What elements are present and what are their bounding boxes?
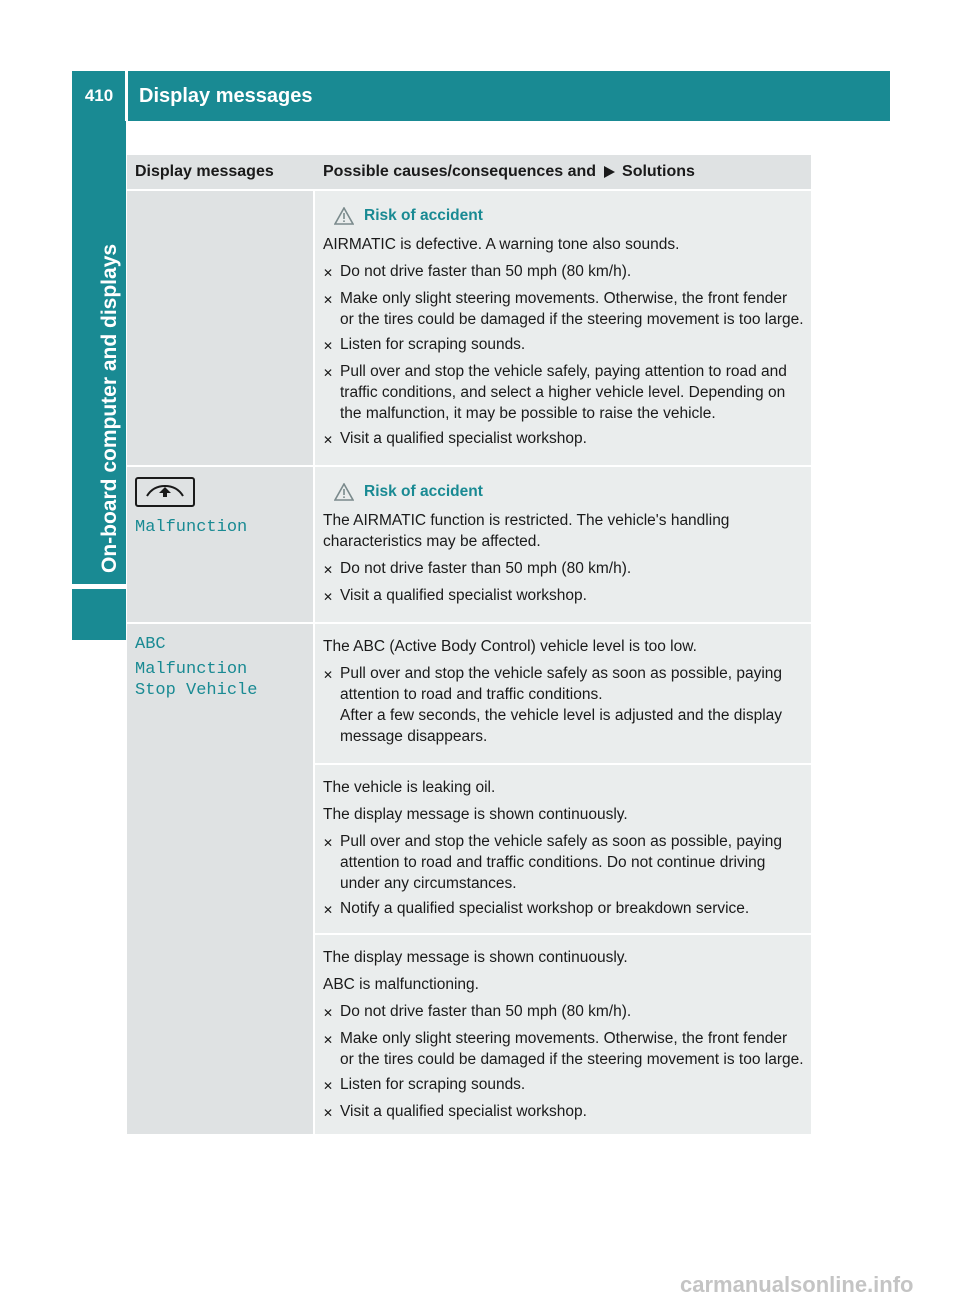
list-item bbox=[323, 585, 805, 608]
x-bullet-icon: ✕ bbox=[323, 293, 334, 307]
list-item-text: Pull over and stop the vehicle safely, paying attention to road and traffic conditions, and select a higher vehicle level. Depending on the malfunction, it may be possible to raise the vehicle. bbox=[340, 363, 787, 422]
cause-text: The AIRMATIC function is restricted. The vehicle's handling characteristics may be affected. bbox=[323, 512, 730, 550]
list-item bbox=[323, 1074, 805, 1097]
list-item bbox=[323, 1101, 805, 1124]
display-message-malfunction: Malfunction Stop Vehicle bbox=[135, 660, 258, 700]
list-item-text: Do not drive faster than 50 mph (80 km/h). bbox=[340, 263, 632, 280]
header-causes-solutions bbox=[315, 155, 695, 189]
table-row bbox=[127, 467, 811, 624]
list-item-text: Do not drive faster than 50 mph (80 km/h). bbox=[340, 560, 632, 577]
warning-label: Risk of accident bbox=[364, 207, 483, 224]
table-row bbox=[127, 191, 811, 467]
list-item-text: Visit a qualified specialist workshop. bbox=[340, 1103, 587, 1120]
watermark: carmanualsonline.info bbox=[680, 1272, 914, 1297]
list-item-text: Listen for scraping sounds. bbox=[340, 336, 526, 353]
list-item-text: Listen for scraping sounds. bbox=[340, 1076, 526, 1093]
x-bullet-icon: ✕ bbox=[323, 266, 334, 280]
list-item-text: Visit a qualified specialist workshop. bbox=[340, 430, 587, 447]
list-item bbox=[323, 428, 805, 451]
list-item-text: Notify a qualified specialist workshop or breakdown service. bbox=[340, 900, 750, 917]
risk-warning bbox=[323, 205, 805, 226]
list-item-text: Pull over and stop the vehicle safely as soon as possible, paying attention to road and traffic conditions. Do not continue driving under any circumstances. bbox=[340, 833, 783, 892]
list-item-text: Visit a qualified specialist workshop. bbox=[340, 587, 587, 604]
list-item bbox=[323, 288, 805, 330]
x-bullet-icon: ✕ bbox=[323, 668, 334, 682]
side-tab-label: On-board computer and displays bbox=[98, 243, 121, 573]
solution-cell bbox=[315, 935, 811, 1134]
x-bullet-icon: ✕ bbox=[323, 590, 334, 604]
play-arrow-icon bbox=[602, 165, 616, 179]
x-bullet-icon: ✕ bbox=[323, 339, 334, 353]
list-item-text: Make only slight steering movements. Otherwise, the front fender or the tires could be damaged if the steering movement is too large. bbox=[340, 290, 804, 328]
cause-text: The vehicle is leaking oil. bbox=[323, 779, 496, 796]
display-message-abc: ABC bbox=[135, 635, 166, 654]
list-item bbox=[323, 558, 805, 581]
x-bullet-icon: ✕ bbox=[323, 1033, 334, 1047]
cause-text: The display message is shown continuously. bbox=[323, 949, 628, 966]
x-bullet-icon: ✕ bbox=[323, 366, 334, 380]
table-header bbox=[127, 155, 811, 191]
display-cell bbox=[127, 624, 313, 1134]
cause-text: AIRMATIC is defective. A warning tone also sounds. bbox=[323, 236, 680, 253]
solution-cell bbox=[315, 765, 811, 935]
x-bullet-icon: ✕ bbox=[323, 903, 334, 917]
page-title: Display messages bbox=[139, 84, 313, 107]
list-item bbox=[323, 898, 805, 921]
header-divider bbox=[125, 71, 128, 121]
display-cell bbox=[127, 467, 313, 622]
vehicle-lift-icon bbox=[135, 477, 195, 507]
table-row bbox=[127, 624, 811, 1134]
header-causes-text: Possible causes/consequences and bbox=[323, 163, 597, 180]
list-item-text: Do not drive faster than 50 mph (80 km/h). bbox=[340, 1003, 632, 1020]
list-item bbox=[323, 334, 805, 357]
bullet-main: Pull over and stop the vehicle safely as soon as possible, paying attention to road and traffic conditions. bbox=[340, 665, 783, 703]
list-item-text bbox=[340, 663, 805, 747]
warning-triangle-icon bbox=[334, 483, 354, 501]
solution-cell-group bbox=[315, 624, 811, 1134]
cause-text: ABC is malfunctioning. bbox=[323, 976, 479, 993]
x-bullet-icon: ✕ bbox=[323, 836, 334, 850]
solution-cell bbox=[315, 467, 811, 622]
list-item-text: Make only slight steering movements. Otherwise, the front fender or the tires could be damaged if the steering movement is too large. bbox=[340, 1030, 804, 1068]
x-bullet-icon: ✕ bbox=[323, 1106, 334, 1120]
side-tab-marker bbox=[72, 589, 126, 640]
display-message-text: Malfunction bbox=[135, 518, 248, 537]
display-cell bbox=[127, 191, 313, 465]
bullet-continued: After a few seconds, the vehicle level is adjusted and the display message disappears. bbox=[340, 707, 783, 745]
cause-text: The ABC (Active Body Control) vehicle level is too low. bbox=[323, 638, 697, 655]
header-display-messages: Display messages bbox=[135, 163, 274, 180]
solution-cell bbox=[315, 624, 811, 765]
header-solutions-text: Solutions bbox=[622, 163, 695, 180]
list-item bbox=[323, 663, 805, 747]
x-bullet-icon: ✕ bbox=[323, 1079, 334, 1093]
cause-text: The display message is shown continuously. bbox=[323, 806, 628, 823]
x-bullet-icon: ✕ bbox=[323, 433, 334, 447]
list-item bbox=[323, 1001, 805, 1024]
x-bullet-icon: ✕ bbox=[323, 1006, 334, 1020]
solution-cell bbox=[315, 191, 811, 465]
page-number: 410 bbox=[84, 86, 114, 105]
warning-label: Risk of accident bbox=[364, 483, 483, 500]
list-item bbox=[323, 361, 805, 424]
list-item bbox=[323, 1028, 805, 1070]
display-messages-table bbox=[127, 155, 811, 1134]
risk-warning bbox=[323, 481, 805, 502]
x-bullet-icon: ✕ bbox=[323, 563, 334, 577]
list-item bbox=[323, 831, 805, 894]
list-item bbox=[323, 261, 805, 284]
warning-triangle-icon bbox=[334, 207, 354, 225]
